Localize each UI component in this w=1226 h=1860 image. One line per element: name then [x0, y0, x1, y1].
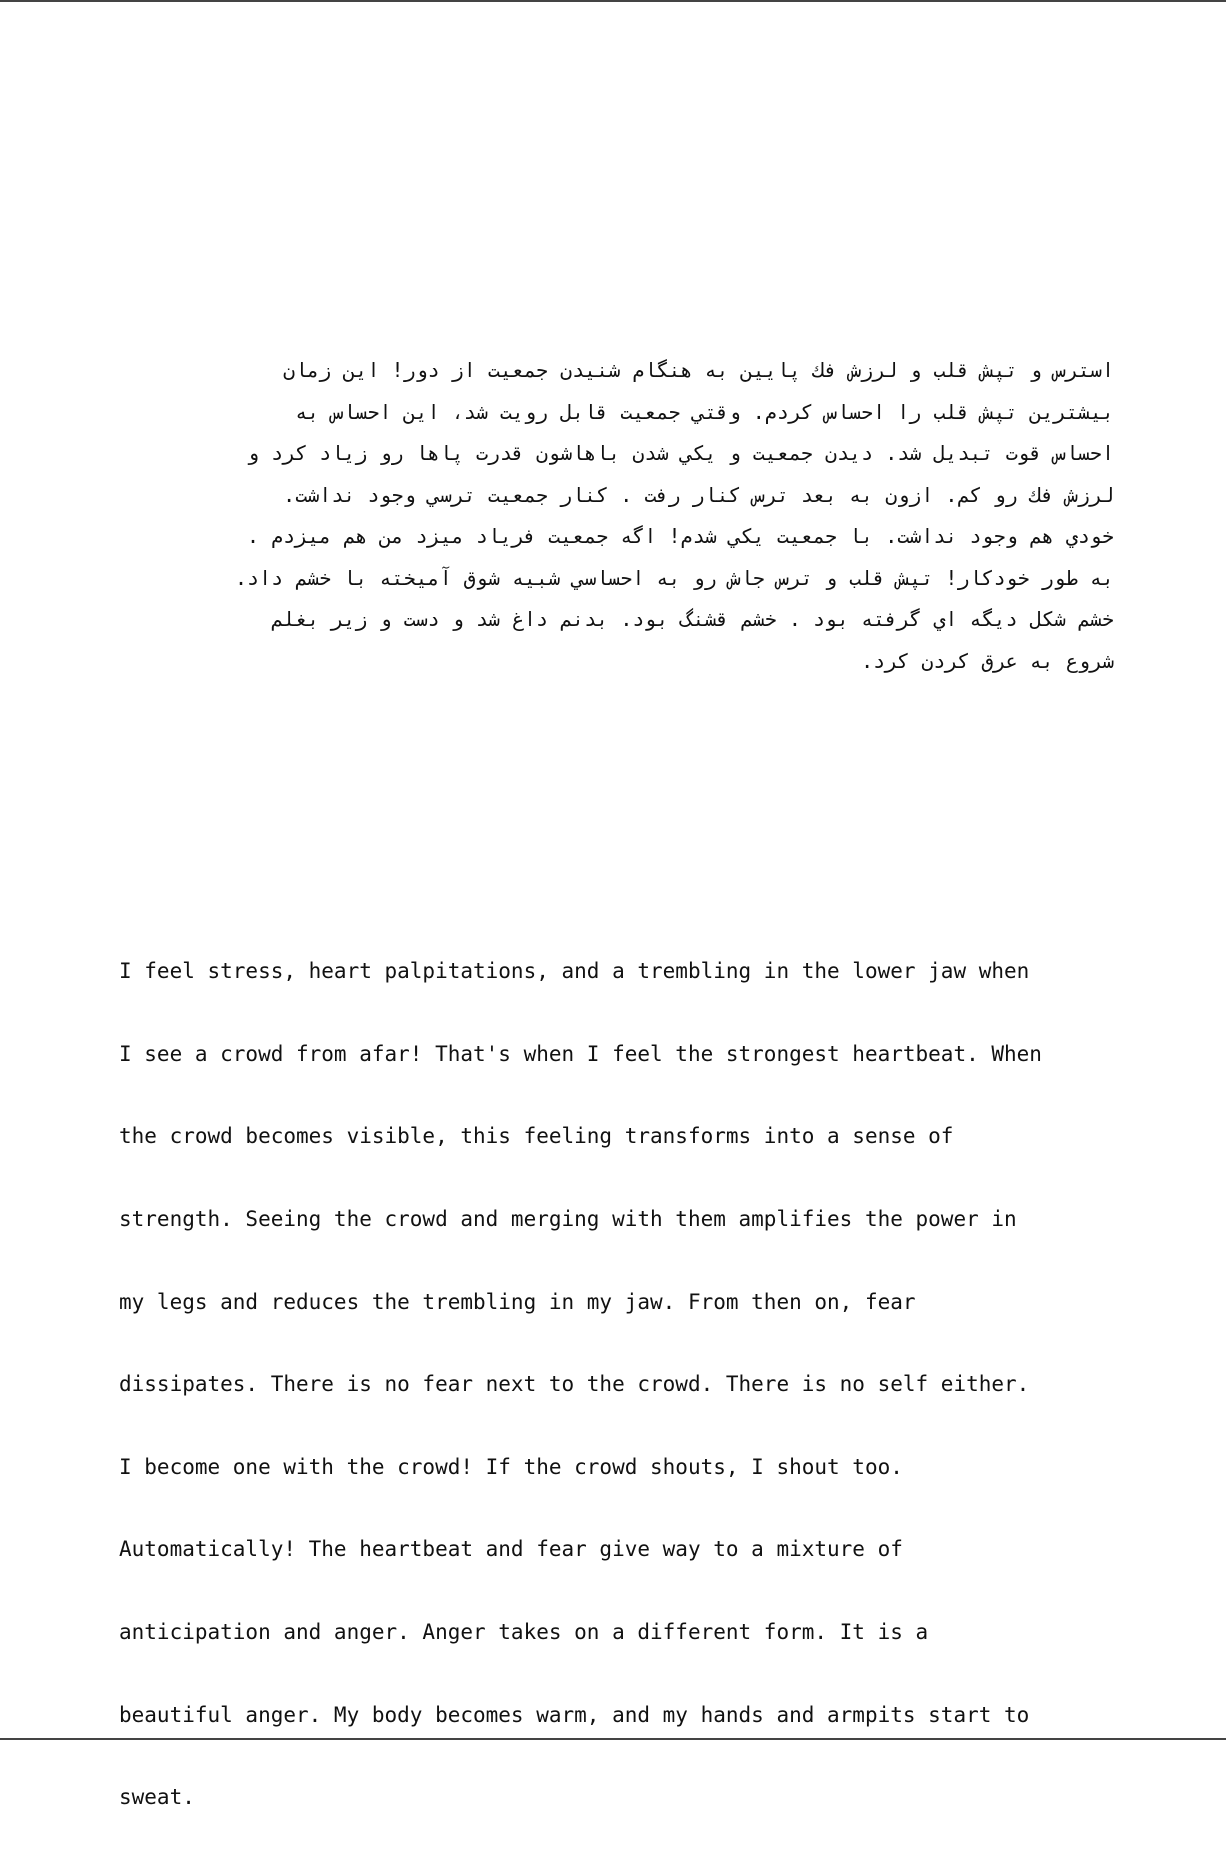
persian-line: استرس و تپش قلب و لرزش فك پايين به هنگام شنيدن جمعيت از دور! اين زمان [283, 358, 1114, 382]
english-line: Automatically! The heartbeat and fear give way to a mixture of [119, 1537, 903, 1562]
persian-line: احساس قوت تبديل شد. ديدن جمعيت و يكي شدن باهاشون قدرت پاها رو زياد كرد و [247, 441, 1114, 465]
persian-line: خشم شكل ديگه اي گرفته بود . خشم قشنگ بود. بدنم داغ شد و دست و زير بغلم [271, 607, 1114, 631]
persian-paragraph [119, 350, 1114, 682]
english-line: beautiful anger. My body becomes warm, and my hands and armpits start to [119, 1702, 1030, 1727]
english-line: dissipates. There is no fear next to the crowd. There is no self either. [119, 1372, 1030, 1397]
persian-line: لرزش فك رو كم. ازون به بعد ترس كنار رفت . كنار جمعيت ترسي وجود نداشت. [283, 482, 1114, 507]
english-line: the crowd becomes visible, this feeling transforms into a sense of [119, 1124, 954, 1149]
english-paragraph [119, 910, 1114, 1860]
english-line: I become one with the crowd! If the crowd shouts, I shout too. [119, 1454, 903, 1479]
persian-line: بيشترين تپش قلب را احساس كردم. وقتي جمعيت قابل رويت شد، اين احساس به [295, 399, 1114, 424]
english-line: strength. Seeing the crowd and merging with them amplifies the power in [119, 1207, 1017, 1232]
english-line: anticipation and anger. Anger takes on a different form. It is a [119, 1620, 929, 1645]
persian-line: شروع به عرق كردن كرد. [861, 648, 1114, 673]
english-line: I see a crowd from afar! That's when I feel the strongest heartbeat. When [119, 1041, 1042, 1066]
persian-line: به طور خودكار! تپش قلب و ترس جاش رو به احساسي شبيه شوق آميخته با خشم داد. [235, 565, 1114, 590]
english-line: sweat. [119, 1785, 195, 1810]
persian-line: خودي هم وجود نداشت. با جمعيت يكي شدم! اگه جمعيت فرياد ميزد من هم ميزدم . [247, 524, 1114, 548]
english-line: I feel stress, heart palpitations, and a trembling in the lower jaw when [119, 959, 1030, 984]
english-line: my legs and reduces the trembling in my jaw. From then on, fear [119, 1289, 916, 1314]
